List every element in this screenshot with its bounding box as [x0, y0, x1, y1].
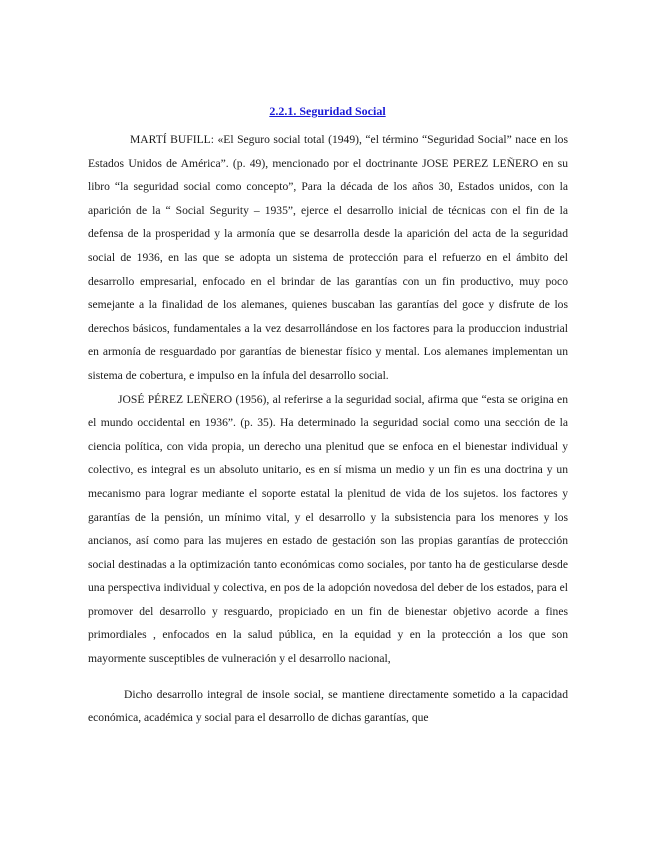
paragraph-marti-bufill: MARTÍ BUFILL: «El Seguro social total (1949), “el término “Seguridad Social” nace en los Estados Unidos de América”. (p. 49), mencionado por el doctrinante JOSE PEREZ LEÑERO en su libro “la seguridad social como concepto”, Para la década de los años 30, Estados unidos, con la aparición de la “ Social Segurity – 1935”, ejerce el desarrollo inicial de técnicas con el fin de la defensa de la prosperidad y la armonía que se desarrolla desde la aparición del acta de la seguridad social de 1936, en las que se adopta un sistema de protección para el refuerzo en el ámbito del desarrollo empresarial, enfocado en el brindar de las garantías con un fin productivo, muy poco semejante a la finalidad de los alemanes, quienes buscaban las garantías del goce y disfrute de los derechos básicos, fundamentales a la vez desarrollándose en los factores para la produccion industrial en armonía de resguardado por garantías de bienestar físico y mental. Los alemanes implementan un sistema de cobertura, e impulso en la ínfula del desarrollo social.: [88, 133, 568, 382]
section-heading: 2.2.1. Seguridad Social: [269, 104, 386, 118]
body-text: [88, 128, 568, 730]
paragraph-perez-lenero: JOSÉ PÉREZ LEÑERO (1956), al referirse a la seguridad social, afirma que “esta se origina en el mundo occidental en 1936”. (p. 35). Ha determinado la seguridad social como una sección de la ciencia política, con vida propia, un derecho una plenitud que se enfoca en el bienestar individual y colectivo, es integral es un absoluto unitario, es en sí misma un medio y un fin es una doctrina y un mecanismo para lograr mediante el soporte estatal la plenitud de vida de los sujetos. los factores y garantías de la pensión, un mínimo vital, y el desarrollo y la subsistencia para los menores y los ancianos, así como para las mujeres en estado de gestación son las propias garantías de protección social destinadas a la optimización tanto económicas como sociales, por tanto ha de gesticularse desde una perspectiva individual y colectiva, en pos de la adopción novedosa del deber de los estados, para el promover del desarrollo y resguardo, propiciado en un fin de bienestar objetivo acorde a fines primordiales , enfocados en la salud pública, en la equidad y en la protección a los que son mayormente susceptibles de vulneración y el desarrollo nacional,: [88, 392, 568, 666]
paragraph-desarrollo-integral: Dicho desarrollo integral de insole social, se mantiene directamente sometido a la capacidad económica, académica y social para el desarrollo de dichas garantías, que: [88, 687, 568, 725]
